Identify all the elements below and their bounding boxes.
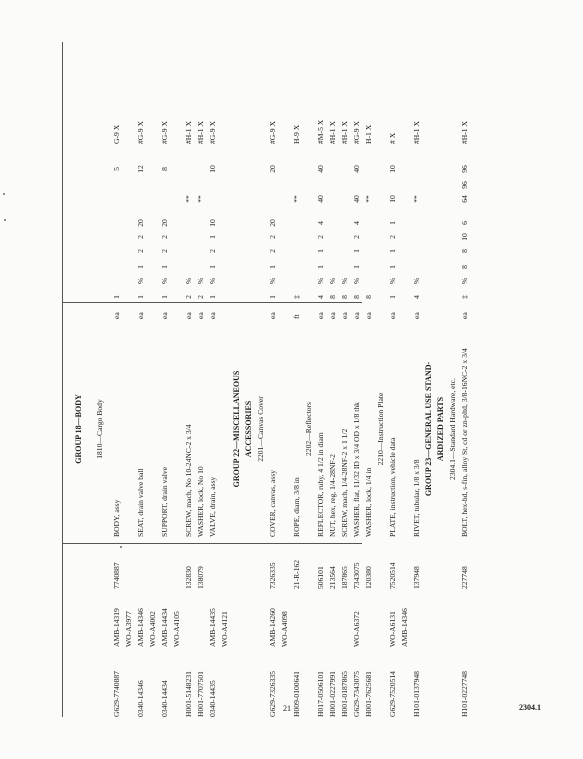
quantity-cell: 4	[316, 295, 325, 299]
description: SUPPORT, drain valve	[160, 466, 169, 537]
stock-number: H017-0506101	[316, 671, 325, 717]
description: PLATE, instruction, vehicle data	[388, 437, 397, 537]
part-number: 227748	[460, 566, 469, 589]
stock-number: H001-0227991	[328, 671, 337, 717]
quantity-cell: **	[184, 195, 193, 203]
reference-number: AMB-14434	[160, 608, 169, 647]
part-number: 132830	[184, 566, 193, 589]
quantity-cell: 20	[268, 165, 277, 173]
unit: ea	[268, 312, 277, 319]
stock-number: G629-7326335	[268, 671, 277, 717]
part-number: 120380	[364, 566, 373, 589]
quantity-cell: %	[388, 277, 397, 285]
quantity-cell: 1	[208, 235, 217, 239]
part-number: 7343075	[352, 562, 361, 589]
unit: ea	[412, 312, 421, 319]
part-number: 7326335	[268, 562, 277, 589]
unit: ea	[460, 312, 469, 319]
unit: ea	[340, 312, 349, 319]
quantity-cell: 2	[160, 249, 169, 253]
group-heading: ACCESSORIES	[244, 400, 253, 458]
quantity-cell: 2	[388, 235, 397, 239]
description: ROPE, diam, 3/8 in	[292, 477, 301, 537]
quantity-cell: %	[328, 277, 337, 285]
quantity-cell: 1	[136, 295, 145, 299]
subgroup-heading: 2210—Instruction Plate	[376, 392, 385, 466]
description: REFLECTOR, ruby, 4 1/2 in diam	[316, 432, 325, 537]
unit: ea	[196, 312, 205, 319]
source-code: #H-1 X	[196, 121, 205, 144]
reference-number: WO-A6131	[388, 611, 397, 647]
description: NUT, hex, reg, 1/4-28NF-2	[328, 454, 337, 537]
stock-number: H101-0227748	[460, 671, 469, 717]
quantity-cell: 8	[328, 295, 337, 299]
scan-speck	[3, 193, 5, 195]
quantity-cell: **	[196, 195, 205, 203]
section-title: 1810—Cargo Body	[95, 399, 104, 459]
quantity-cell: **	[364, 195, 373, 203]
source-code: #G-9 X	[352, 121, 361, 144]
quantity-cell: 10	[388, 195, 397, 203]
description: SCREW, mach, 1/4-28NF-2 x 1 1/2	[340, 428, 349, 537]
unit: ea	[352, 312, 361, 319]
description: COVER, canvas, assy	[268, 469, 277, 537]
quantity-cell: 1	[316, 265, 325, 269]
description: WASHER, lock, No 10	[196, 466, 205, 537]
quantity-cell: 1	[208, 265, 217, 269]
source-code: #H-1 X	[340, 121, 349, 144]
scan-speck	[4, 219, 6, 221]
quantity-cell: 10	[388, 165, 397, 173]
source-code: #M-5 X	[316, 119, 325, 144]
quantity-cell: 1	[352, 249, 361, 253]
source-code: #G-9 X	[160, 121, 169, 144]
quantity-cell: %	[412, 277, 421, 285]
quantity-cell: 64	[460, 195, 469, 203]
quantity-cell: 2	[268, 249, 277, 253]
unit: ea	[184, 312, 193, 319]
quantity-cell: 40	[316, 165, 325, 173]
quantity-cell: 8	[460, 265, 469, 269]
part-number: 187865	[340, 566, 349, 589]
stock-number: 0340-14346	[136, 680, 145, 717]
quantity-cell: 4	[352, 221, 361, 225]
reference-number: WO-A4121	[220, 611, 229, 647]
quantity-cell: 2	[196, 295, 205, 299]
stock-number: G629-7343075	[352, 671, 361, 717]
unit: ea	[136, 312, 145, 319]
group-heading: GROUP 22—MISCELLANEOUS	[232, 370, 241, 488]
stock-number: 0340-14434	[160, 680, 169, 717]
quantity-cell: %	[316, 277, 325, 285]
quantity-cell: 96	[460, 181, 469, 189]
unit: ea	[388, 312, 397, 319]
part-number: 138079	[196, 566, 205, 589]
source-code: #G-9 X	[136, 121, 145, 144]
description: SCREW, mach, No 10-24NC-2 x 3/4	[184, 424, 193, 537]
quantity-cell: 1	[112, 295, 121, 299]
part-number: 7520514	[388, 562, 397, 589]
quantity-cell: 40	[316, 195, 325, 203]
subgroup-heading: 2304.1—Standard Hardware, etc.	[448, 378, 457, 480]
source-code: H-9 X	[292, 124, 301, 144]
quantity-cell: %	[184, 277, 193, 285]
quantity-cell: **	[292, 195, 301, 203]
unit: ft	[292, 314, 301, 319]
subgroup-heading: 2201—Canvas Cover	[256, 396, 265, 462]
reference-number: WO-A4105	[172, 611, 181, 647]
description: VALVE, drain, assy	[208, 476, 217, 537]
column-divider	[62, 543, 362, 544]
quantity-cell: 1	[388, 265, 397, 269]
quantity-cell: 8	[364, 295, 373, 299]
quantity-cell: 4	[316, 221, 325, 225]
quantity-cell: 1	[160, 265, 169, 269]
quantity-cell: ‡	[460, 295, 469, 299]
source-code: #H-1 X	[460, 121, 469, 144]
group-heading: ARDIZED PARTS	[436, 396, 445, 462]
stock-number: H001-0187865	[340, 671, 349, 717]
quantity-cell: 10	[208, 165, 217, 173]
part-number: 506101	[316, 566, 325, 589]
quantity-cell: %	[340, 277, 349, 285]
quantity-cell: 5	[112, 167, 121, 171]
source-code: #H-1 X	[328, 121, 337, 144]
reference-number: AMB-14435	[208, 608, 217, 647]
stock-number: H001-7625681	[364, 671, 373, 717]
quantity-cell: 2	[316, 235, 325, 239]
page-number: 21	[283, 704, 291, 713]
quantity-cell: 8	[340, 295, 349, 299]
quantity-cell: %	[136, 277, 145, 285]
part-number: 7740887	[112, 562, 121, 589]
quantity-cell: 1	[388, 295, 397, 299]
quantity-cell: 96	[460, 165, 469, 173]
description: RIVET, tubular, 1/8 x 3/8	[412, 459, 421, 537]
scan-speck	[120, 546, 122, 548]
description: SEAT, drain valve ball	[136, 468, 145, 537]
quantity-cell: 1	[268, 265, 277, 269]
quantity-cell: 20	[136, 219, 145, 227]
quantity-cell: 1	[160, 295, 169, 299]
stock-number: 0340-14435	[208, 680, 217, 717]
description: WASHER, flat, 11/32 ID x 3/4 OD x 1/8 thk	[352, 402, 361, 537]
source-code: H-1 X	[364, 124, 373, 144]
description: BODY, assy	[112, 499, 121, 537]
quantity-cell: ‡	[292, 295, 301, 299]
source-code: #G-9 X	[208, 121, 217, 144]
description: BOLT, hex-hd, s-fin, alloy St, cd or zn-pltd, 3/8-16NC-2 x 3/4	[460, 348, 469, 537]
quantity-cell: 12	[136, 165, 145, 173]
quantity-cell: %	[352, 277, 361, 285]
group-heading: GROUP 23—GENERAL USE STAND-	[424, 361, 433, 497]
quantity-cell: 1	[352, 265, 361, 269]
quantity-cell: 10	[460, 233, 469, 241]
quantity-cell: 1	[388, 249, 397, 253]
unit: ea	[208, 312, 217, 319]
quantity-cell: 2	[136, 249, 145, 253]
source-code: #H-1 X	[412, 121, 421, 144]
part-number: 137948	[412, 566, 421, 589]
column-divider	[62, 302, 362, 303]
stock-number: H001-7707501	[196, 671, 205, 717]
stock-number: H101-0137948	[412, 671, 421, 717]
quantity-cell: 8	[352, 295, 361, 299]
quantity-cell: 2	[268, 235, 277, 239]
reference-number: AMB-14346	[400, 608, 409, 647]
source-code: # X	[388, 132, 397, 144]
reference-number: AMB-14260	[268, 608, 277, 647]
header-rule	[62, 42, 63, 717]
unit: ea	[364, 312, 373, 319]
quantity-cell: 1	[208, 295, 217, 299]
source-code: G-9 X	[112, 124, 121, 144]
quantity-cell: 2	[352, 235, 361, 239]
unit: ea	[328, 312, 337, 319]
quantity-cell: 1	[136, 265, 145, 269]
group-title: GROUP 18—BODY	[74, 394, 83, 464]
stock-number: G629-7740887	[112, 671, 121, 717]
quantity-cell: %	[196, 277, 205, 285]
source-code: #G-9 X	[268, 121, 277, 144]
quantity-cell: 6	[460, 221, 469, 225]
page-code: 2304.1	[519, 703, 541, 712]
unit: ea	[316, 312, 325, 319]
reference-number: WO-A4098	[280, 611, 289, 647]
reference-number: WO-A6372	[352, 611, 361, 647]
quantity-cell: 2	[160, 235, 169, 239]
reference-number: AMB-14346	[136, 608, 145, 647]
unit: ea	[160, 312, 169, 319]
quantity-cell: 8	[160, 167, 169, 171]
reference-number: WO-A3977	[124, 611, 133, 647]
quantity-cell: 2	[184, 295, 193, 299]
part-number: 21-R-162	[292, 559, 301, 589]
quantity-cell: 10	[208, 219, 217, 227]
stock-number: H001-5148231	[184, 671, 193, 717]
quantity-cell: 40	[352, 195, 361, 203]
quantity-cell: %	[160, 277, 169, 285]
quantity-cell: 40	[352, 165, 361, 173]
description: WASHER, lock, 1/4 in	[364, 467, 373, 537]
quantity-cell: %	[268, 277, 277, 285]
quantity-cell: 8	[460, 249, 469, 253]
reference-number: AMB-14319	[112, 608, 121, 647]
source-code: #H-1 X	[184, 121, 193, 144]
quantity-cell: 1	[268, 295, 277, 299]
quantity-cell: %	[208, 277, 217, 285]
quantity-cell: **	[412, 195, 421, 203]
unit: ea	[112, 312, 121, 319]
quantity-cell: 2	[208, 249, 217, 253]
quantity-cell: 1	[388, 221, 397, 225]
part-number: 213564	[328, 566, 337, 589]
quantity-cell: 4	[412, 295, 421, 299]
quantity-cell: 1	[316, 249, 325, 253]
quantity-cell: 20	[160, 219, 169, 227]
quantity-cell: %	[460, 277, 469, 285]
stock-number: G629-7520514	[388, 671, 397, 717]
quantity-cell: 2	[136, 235, 145, 239]
quantity-cell: 20	[268, 219, 277, 227]
reference-number: WO-A4002	[148, 611, 157, 647]
subgroup-heading: 2202—Reflectors	[304, 402, 313, 456]
stock-number: H009-0100641	[292, 671, 301, 717]
